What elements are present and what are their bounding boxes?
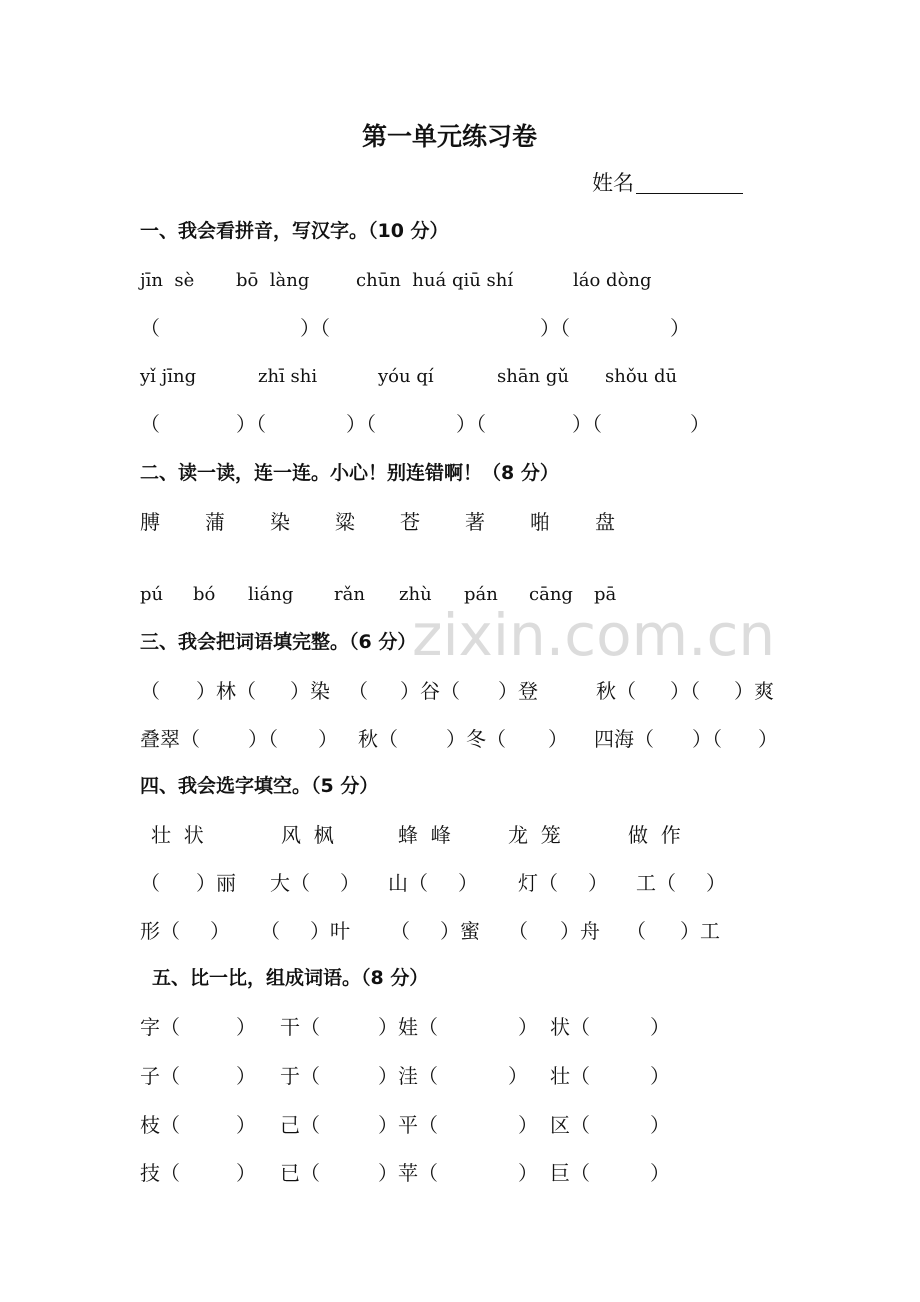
compare-blank[interactable]: ）洼（ (378, 1064, 438, 1088)
fill-blank[interactable]: （ (140, 871, 160, 895)
section-2-heading: 二、读一读，连一连。小心！别连错啊！（8 分） (140, 462, 559, 484)
fill-blank[interactable]: 山（ (388, 871, 428, 895)
name-blank-line[interactable] (636, 193, 743, 194)
compare-blank[interactable]: ）娃（ (378, 1015, 438, 1039)
fill-blank[interactable]: ）（ (248, 727, 278, 751)
fill-blank[interactable]: ） (340, 871, 360, 895)
fill-blank[interactable]: ）林（ (196, 679, 256, 703)
compare-blank[interactable]: 状（ (550, 1015, 590, 1039)
fill-blank[interactable]: （ (508, 919, 528, 943)
match-char[interactable]: 粱 (335, 510, 355, 534)
fill-blank[interactable]: 秋（ (358, 727, 398, 751)
compare-blank[interactable]: ） (650, 1161, 670, 1185)
watermark: zixin.com.cn (412, 601, 776, 669)
compare-blank[interactable]: ） (508, 1064, 528, 1088)
compare-blank[interactable]: ） (650, 1064, 670, 1088)
fill-blank[interactable]: ）舟 (560, 919, 600, 943)
compare-blank[interactable]: 干（ (280, 1015, 320, 1039)
section-3-heading: 三、我会把词语填完整。（6 分） (140, 631, 417, 653)
fill-blank[interactable]: ）工 (680, 919, 720, 943)
fill-blank[interactable]: （ (348, 679, 368, 703)
pinyin: zhī shi (258, 366, 318, 387)
fill-blank[interactable]: 工（ (636, 871, 676, 895)
page-title: 第一单元练习卷 (362, 122, 538, 151)
match-pinyin[interactable]: zhù (399, 584, 432, 605)
compare-blank[interactable]: 子（ (140, 1064, 180, 1088)
match-char[interactable]: 蒲 (205, 510, 225, 534)
match-char[interactable]: 盘 (595, 510, 615, 534)
answer-blank[interactable]: ）（ (300, 316, 330, 340)
fill-blank[interactable]: ） (758, 727, 778, 751)
compare-blank[interactable]: ） (650, 1015, 670, 1039)
compare-blank[interactable]: ） (236, 1064, 256, 1088)
compare-blank[interactable]: ）平（ (378, 1113, 438, 1137)
fill-blank[interactable]: ）谷（ (400, 679, 460, 703)
answer-blank[interactable]: ）（ (456, 412, 486, 436)
answer-blank[interactable]: ） (670, 316, 690, 340)
fill-blank[interactable]: 四海（ (594, 727, 654, 751)
answer-blank[interactable]: （ (140, 412, 160, 436)
answer-blank[interactable]: ）（ (346, 412, 376, 436)
fill-blank[interactable]: 叠翠（ (140, 727, 200, 751)
compare-blank[interactable]: 技（ (140, 1161, 180, 1185)
fill-blank[interactable]: ）丽 (196, 871, 236, 895)
fill-blank[interactable]: ） (318, 727, 338, 751)
compare-blank[interactable]: 字（ (140, 1015, 180, 1039)
fill-blank[interactable]: ）染 (290, 679, 330, 703)
match-pinyin[interactable]: cāng (529, 584, 573, 605)
fill-blank[interactable]: （ (390, 919, 410, 943)
char-options: 蜂 峰 (398, 823, 451, 847)
match-char[interactable]: 膊 (140, 510, 160, 534)
compare-blank[interactable]: 区（ (550, 1113, 590, 1137)
fill-blank[interactable]: ）冬（ (446, 727, 506, 751)
pinyin: shǒu dū (605, 366, 678, 387)
pinyin: yǐ jīng (140, 366, 197, 387)
match-pinyin[interactable]: pā (594, 584, 617, 605)
fill-blank[interactable]: ）爽 (734, 679, 774, 703)
compare-blank[interactable]: ） (518, 1015, 538, 1039)
compare-blank[interactable]: 已（ (280, 1161, 320, 1185)
fill-blank[interactable]: ） (706, 871, 726, 895)
compare-blank[interactable]: ） (236, 1015, 256, 1039)
fill-blank[interactable]: 秋（ (596, 679, 636, 703)
fill-blank[interactable]: ）登 (498, 679, 538, 703)
match-pinyin[interactable]: bó (193, 584, 216, 605)
section-1-heading: 一、我会看拼音，写汉字。（10 分） (140, 220, 449, 242)
compare-blank[interactable]: 巨（ (550, 1161, 590, 1185)
fill-blank[interactable]: ） (210, 919, 230, 943)
fill-blank[interactable]: 形（ (140, 919, 180, 943)
pinyin: chūn huá qiū shí (356, 270, 514, 291)
char-options: 龙 笼 (508, 823, 561, 847)
pinyin: shān gǔ (497, 366, 569, 387)
char-options: 做 作 (628, 823, 681, 847)
match-char[interactable]: 染 (270, 510, 290, 534)
fill-blank[interactable]: 灯（ (518, 871, 558, 895)
compare-blank[interactable]: ） (518, 1113, 538, 1137)
pinyin: yóu qí (378, 366, 434, 387)
compare-blank[interactable]: 壮（ (550, 1064, 590, 1088)
fill-blank[interactable]: （ (140, 679, 160, 703)
compare-blank[interactable]: ）苹（ (378, 1161, 438, 1185)
pinyin: jīn sè (140, 270, 195, 291)
answer-blank[interactable]: ）（ (572, 412, 602, 436)
match-pinyin[interactable]: rǎn (334, 584, 365, 605)
match-char[interactable]: 啪 (530, 510, 550, 534)
match-pinyin[interactable]: pán (464, 584, 498, 605)
fill-blank[interactable]: ） (458, 871, 478, 895)
fill-blank[interactable]: （ (626, 919, 646, 943)
answer-blank[interactable]: ）（ (540, 316, 570, 340)
section-5-heading: 五、比一比，组成词语。（8 分） (152, 967, 429, 989)
answer-blank[interactable]: （ (140, 316, 160, 340)
compare-blank[interactable]: ） (518, 1161, 538, 1185)
compare-blank[interactable]: ） (236, 1161, 256, 1185)
char-options: 壮 状 (151, 823, 204, 847)
compare-blank[interactable]: 枝（ (140, 1113, 180, 1137)
section-4-heading: 四、我会选字填空。（5 分） (140, 775, 379, 797)
compare-blank[interactable]: 于（ (280, 1064, 320, 1088)
fill-blank[interactable]: ） (548, 727, 568, 751)
fill-blank[interactable]: ）（ (692, 727, 722, 751)
answer-blank[interactable]: ） (690, 412, 710, 436)
compare-blank[interactable]: 己（ (280, 1113, 320, 1137)
compare-blank[interactable]: ） (236, 1113, 256, 1137)
pinyin: bō làng (236, 270, 310, 291)
fill-blank[interactable]: ）（ (670, 679, 700, 703)
match-char[interactable]: 苍 (400, 510, 420, 534)
answer-blank[interactable]: ）（ (236, 412, 266, 436)
fill-blank[interactable]: ） (588, 871, 608, 895)
compare-blank[interactable]: ） (650, 1113, 670, 1137)
pinyin: láo dòng (573, 270, 652, 291)
char-options: 风 枫 (281, 823, 334, 847)
fill-blank[interactable]: ）蜜 (440, 919, 480, 943)
fill-blank[interactable]: （ (260, 919, 280, 943)
match-char[interactable]: 著 (465, 510, 485, 534)
fill-blank[interactable]: 大（ (270, 871, 310, 895)
match-pinyin[interactable]: pú (140, 584, 164, 605)
name-label: 姓名 (592, 171, 634, 195)
fill-blank[interactable]: ）叶 (310, 919, 350, 943)
match-pinyin[interactable]: liáng (248, 584, 294, 605)
